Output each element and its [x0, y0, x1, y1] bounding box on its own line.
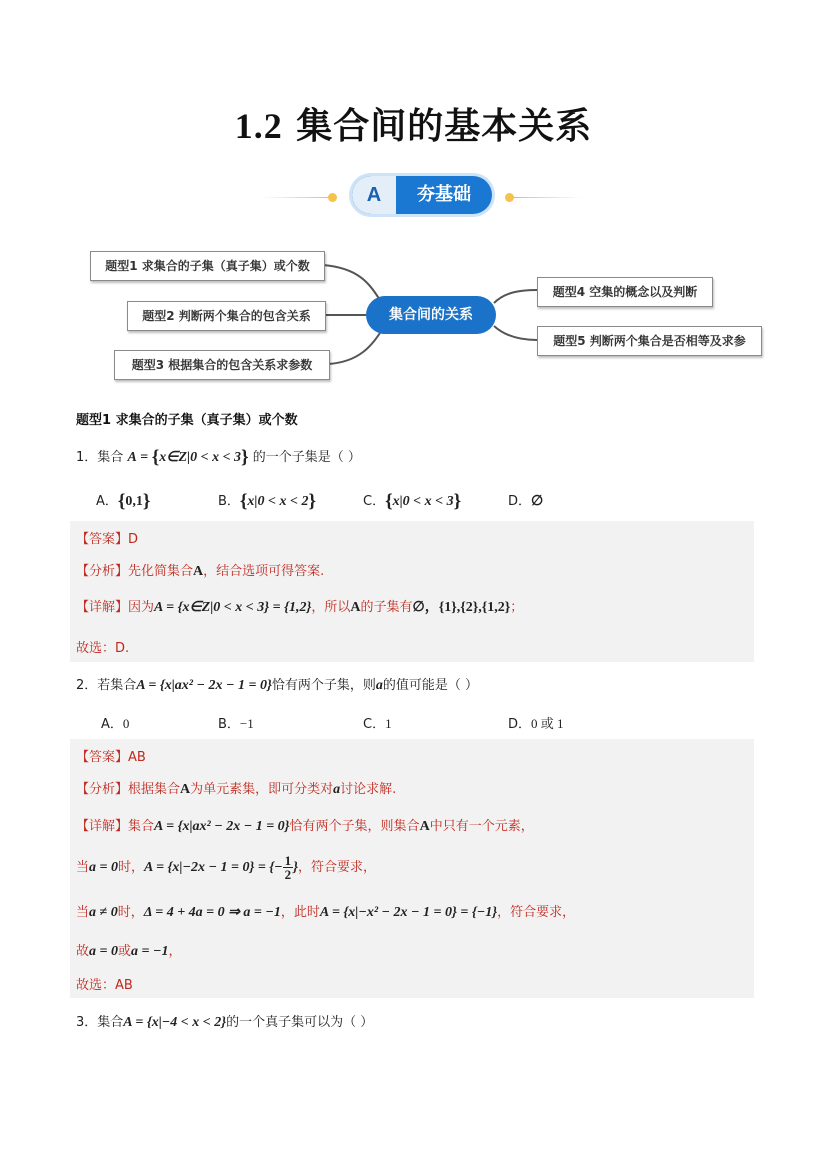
q2-detail-post: 中只有一个元素， [429, 819, 534, 834]
q3-post: 的一个真子集可以为（ ） [226, 1015, 374, 1030]
q2-conclusion [76, 940, 182, 960]
q1-option-d-label: D． [508, 494, 532, 509]
q1-post: 的一个子集是（ ） [252, 450, 361, 465]
q2-analysis-mid: 为单元素集，即可分类对 [190, 782, 334, 797]
connector-right-1 [494, 290, 537, 303]
q2-var: a [375, 678, 383, 693]
q1-detail-var: A [350, 600, 361, 615]
q1-option-a-math: 0,1 [125, 494, 143, 509]
q2-case2 [76, 901, 575, 921]
q2-option-b-value: −1 [239, 716, 254, 731]
q1-detail-pre: 因为 [128, 600, 155, 615]
q1-set-body: x∈Z|0 < x < 3 [159, 450, 242, 465]
q2-case1-close: } [293, 860, 299, 875]
q2-case1-denominator: 2 [284, 867, 292, 882]
badge-label: 夯基础 [417, 184, 471, 205]
q2-option-c [363, 713, 392, 732]
q1-option-c-math: x|0 < x < 3 [392, 494, 454, 509]
q1-number: 1． [76, 450, 98, 465]
q2-analysis-var2: a [333, 782, 341, 797]
q2-concl-b: a = −1 [131, 944, 169, 959]
q2-post: 的值可能是（ ） [382, 678, 478, 693]
connector-left-1 [323, 265, 380, 300]
q1-analysis-tag: 【分析】 [76, 564, 129, 579]
q2-detail-math: A = {x|ax² − 2x − 1 = 0} [154, 819, 290, 834]
q1-answer-value: D [128, 532, 139, 547]
q1-analysis-post: ，结合选项可得答案. [203, 564, 325, 579]
q1-option-c: C．{x|0 < x < 3} [363, 491, 462, 512]
q2-option-d [508, 713, 564, 732]
q2-option-d-value: 0 或 1 [531, 716, 564, 731]
q2-analysis [76, 778, 396, 798]
q3-set-math: A = {x|−4 < x < 2} [123, 1015, 227, 1030]
q2-answer-tag: 【答案】 [76, 750, 129, 765]
q2-option-c-label: C． [363, 717, 386, 732]
q1-detail-mid2: 的子集有 [360, 600, 413, 615]
q1-option-a: A．{0,1} [96, 491, 151, 512]
q2-detail-var: A [419, 819, 430, 834]
q1-detail-sets: ∅，{1},{2},{1,2} [412, 600, 511, 615]
q2-concl-a: a = 0 [89, 944, 118, 959]
connector-right-2 [494, 326, 537, 340]
q3-stem [76, 1011, 373, 1031]
q2-case2-math2: A = {x|−x² − 2x − 1 = 0} = {−1} [319, 905, 498, 920]
q2-answer [76, 746, 146, 765]
q1-answer [76, 528, 138, 547]
q1-option-b-math: x|0 < x < 2 [247, 494, 309, 509]
q1-stem: 1．集合 A = {x∈Z|0 < x < 3} 的一个子集是（ ） [76, 447, 361, 468]
q2-answer-value: AB [128, 750, 146, 765]
title-number: 1.2 [234, 106, 283, 146]
title-text: 集合间的基本关系 [296, 106, 593, 147]
q1-option-b-label: B． [218, 494, 240, 509]
section-heading: 题型1 求集合的子集（真子集）或个数 [76, 413, 298, 428]
q2-pre: 若集合 [97, 678, 137, 693]
mindmap-node-type4: 题型4 空集的概念以及判断 [537, 277, 713, 307]
q2-case1-numerator: 1 [284, 853, 292, 868]
mindmap-node-type1: 题型1 求集合的子集（真子集）或个数 [90, 251, 325, 281]
q1-analysis [76, 560, 324, 580]
mindmap-node-type3: 题型3 根据集合的包含关系求参数 [114, 350, 330, 380]
q1-option-a-label: A． [96, 494, 118, 509]
mindmap-center-node: 集合间的关系 [366, 296, 496, 334]
q2-concl-post: ， [168, 944, 182, 959]
q2-case2-cond: a ≠ 0 [89, 905, 118, 920]
q2-case1-pre: 当 [76, 860, 90, 875]
q2-concl-pre: 故 [76, 944, 90, 959]
mindmap-node-type2: 题型2 判断两个集合的包含关系 [127, 301, 326, 331]
q2-analysis-pre: 根据集合 [128, 782, 181, 797]
q1-detail [76, 596, 523, 616]
q1-analysis-pre: 先化简集合 [128, 564, 194, 579]
q2-option-b [218, 713, 254, 732]
q1-detail-math: A = {x∈Z|0 < x < 3} = {1,2} [154, 600, 312, 615]
q2-option-c-value: 1 [385, 716, 392, 731]
q2-detail-mid: 恰有两个子集，则集合 [289, 819, 420, 834]
q2-case2-math: Δ = 4 + 4a = 0 ⇒ a = −1 [143, 905, 281, 920]
q2-analysis-post: 讨论求解. [340, 782, 397, 797]
connector-left-3 [328, 330, 382, 364]
q2-concl-mid: 或 [118, 944, 132, 959]
q2-analysis-var: A [180, 782, 191, 797]
q1-option-d-math: ∅ [531, 494, 544, 509]
q2-case1-mid: 时， [118, 860, 145, 875]
q2-option-b-label: B． [218, 717, 240, 732]
q1-solution-box [70, 521, 754, 662]
q1-option-d [508, 490, 543, 510]
q2-case1 [76, 853, 376, 883]
q1-detail-tag: 【详解】 [76, 600, 129, 615]
q1-detail-mid: ，所以 [311, 600, 351, 615]
q1-pre: 集合 [97, 450, 124, 465]
q3-number: 3． [76, 1015, 98, 1030]
q2-case2-pre: 当 [76, 905, 90, 920]
q2-analysis-tag: 【分析】 [76, 782, 129, 797]
q2-mid: 恰有两个子集，则 [271, 678, 376, 693]
q1-answer-tag: 【答案】 [76, 532, 129, 547]
q2-number: 2． [76, 678, 98, 693]
q3-pre: 集合 [97, 1015, 124, 1030]
q1-analysis-var: A [193, 564, 204, 579]
badge-letter: A [352, 176, 396, 214]
q2-case1-math: A = {x|−2x − 1 = 0} = {− [144, 860, 283, 875]
q2-choose: 故选：AB [76, 978, 133, 993]
q2-case1-cond: a = 0 [89, 860, 118, 875]
q1-option-b: B．{x|0 < x < 2} [218, 491, 316, 512]
q2-case1-fraction [283, 854, 294, 881]
q2-set-math: A = {x|ax² − 2x − 1 = 0} [136, 678, 272, 693]
q2-case2-mid2: ，此时 [280, 905, 320, 920]
q1-option-c-label: C． [363, 494, 386, 509]
q2-case1-post: ，符合要求， [298, 860, 377, 875]
q2-detail [76, 815, 534, 835]
q2-detail-pre: 集合 [128, 819, 155, 834]
q1-choose: 故选：D. [76, 641, 130, 656]
q2-case2-mid: 时， [117, 905, 144, 920]
q2-stem [76, 674, 478, 694]
q2-option-d-label: D． [508, 717, 532, 732]
mindmap-node-type5: 题型5 判断两个集合是否相等及求参 [537, 326, 762, 356]
q2-detail-tag: 【详解】 [76, 819, 129, 834]
q2-option-a-value: 0 [122, 716, 130, 731]
q2-option-a-label: A． [101, 717, 123, 732]
q2-case2-post: ，符合要求， [497, 905, 576, 920]
q1-detail-end: ； [510, 600, 524, 615]
q2-option-a [101, 713, 129, 732]
q1-set-var: A [127, 450, 137, 465]
